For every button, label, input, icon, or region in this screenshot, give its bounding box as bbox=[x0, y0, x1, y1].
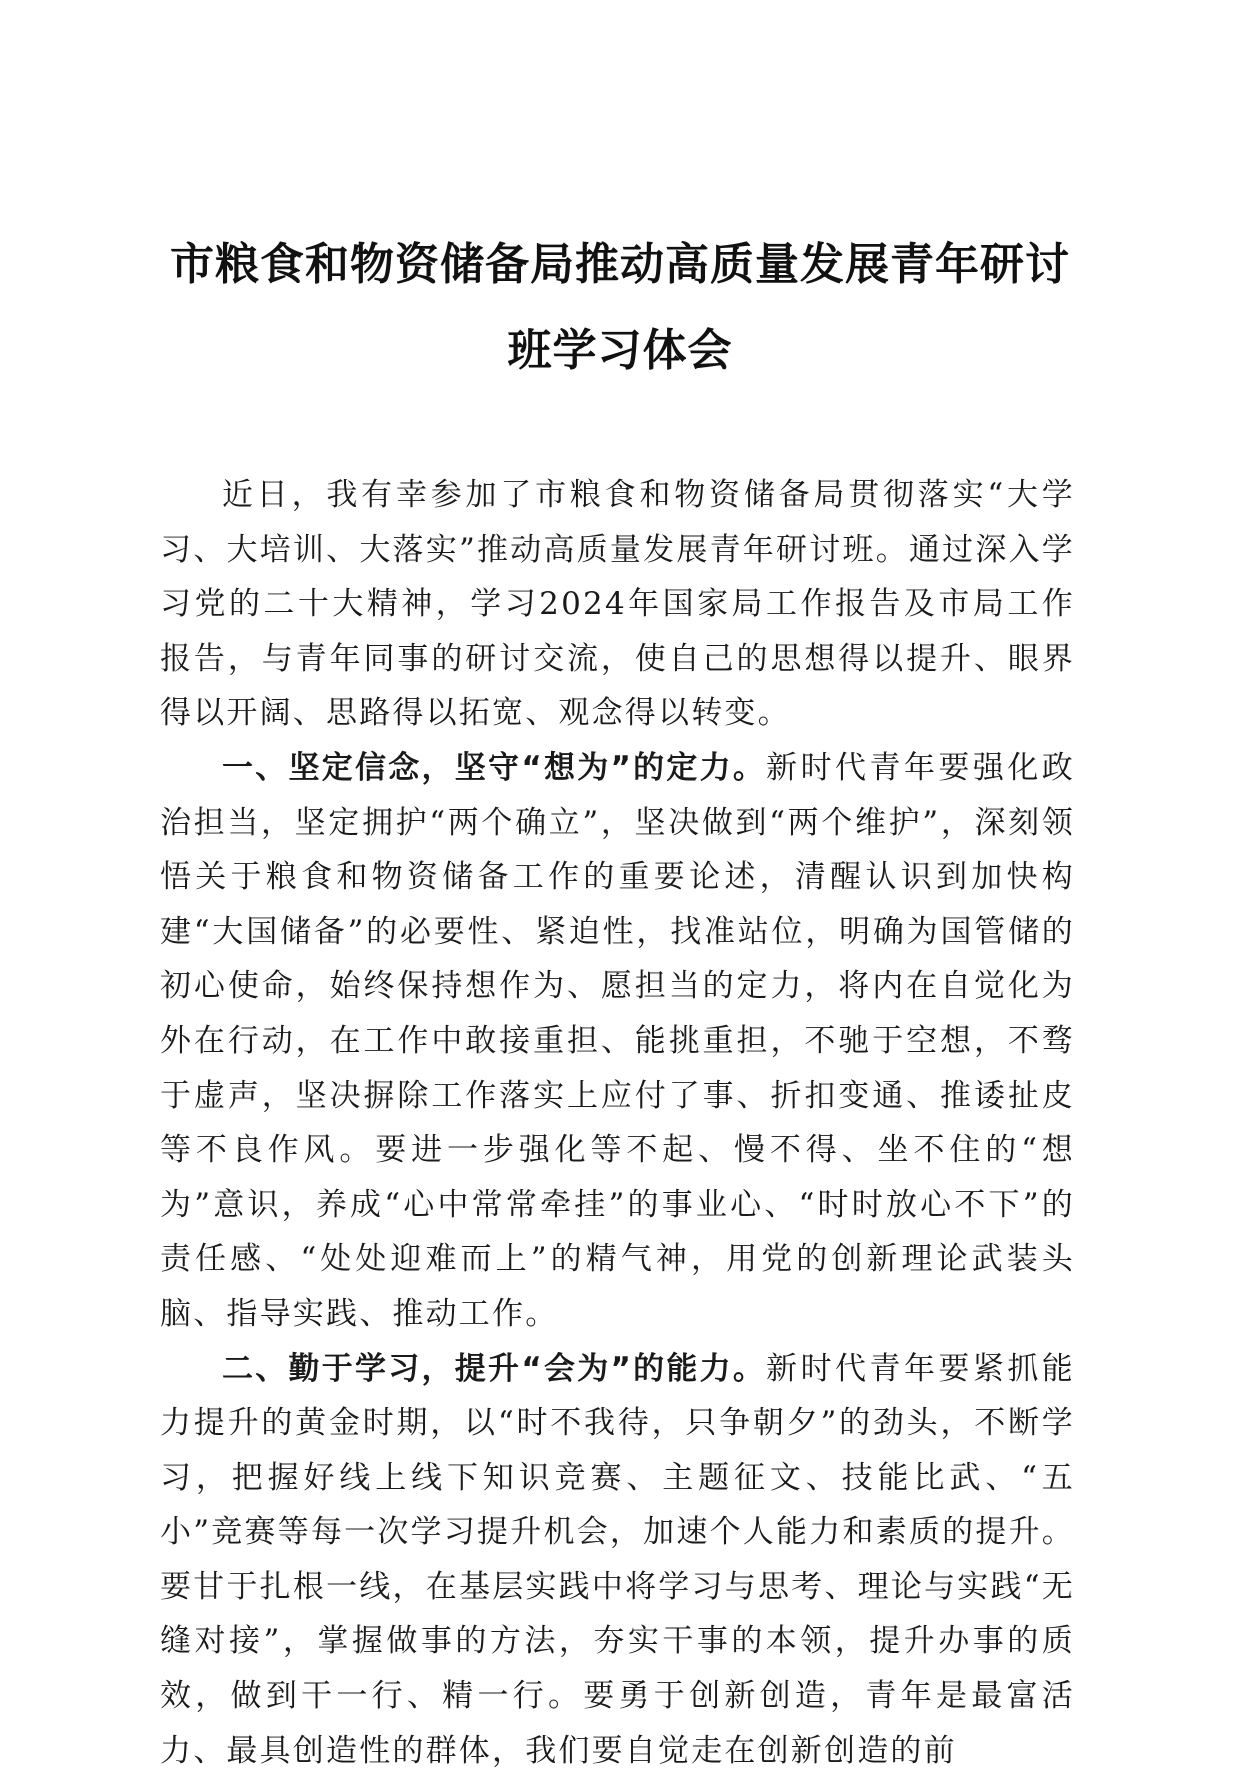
paragraph-intro bbox=[160, 468, 1075, 741]
title-line-2: 班学习体会 bbox=[130, 308, 1110, 394]
paragraph-text: 新时代青年要强化政治担当，坚定拥护“两个确立”，坚决做到“两个维护”，深刻领悟关于粮食和物资储备工作的重要论述，清醒认识到加快构建“大国储备”的必要性、紧迫性，找准站位，明确为国管储的初心使命，始终保持想作为、愿担当的定力，将内在自觉化为外在行动，在工作中敢接重担、能挑重担，不驰于空想，不骛于虚声，坚决摒除工作落实上应付了事、折扣变通、推诿扯皮等不良作风。要进一步强化等不起、慢不得、坐不住的“想为”意识，养成“心中常常牵挂”的事业心、“时时放心不下”的责任感、“处处迎难而上”的精气神，用党的创新理论武装头脑、指导实践、推动工作。 bbox=[160, 750, 1075, 1332]
document-title bbox=[130, 222, 1110, 394]
section-heading: 一、坚定信念，坚守“想为”的定力。 bbox=[222, 750, 766, 786]
document-body bbox=[160, 468, 1075, 1778]
paragraph-section-2 bbox=[160, 1342, 1075, 1778]
title-line-1: 市粮食和物资储备局推动高质量发展青年研讨 bbox=[130, 222, 1110, 308]
paragraph-section-1 bbox=[160, 741, 1075, 1342]
paragraph-text: 近日，我有幸参加了市粮食和物资储备局贯彻落实“大学习、大培训、大落实”推动高质量发展青年研讨班。通过深入学习党的二十大精神，学习2024年国家局工作报告及市局工作报告，与青年同事的研讨交流，使自己的思想得以提升、眼界得以开阔、思路得以拓宽、观念得以转变。 bbox=[160, 477, 1075, 731]
paragraph-text: 新时代青年要紧抓能力提升的黄金时期，以“时不我待，只争朝夕”的劲头，不断学习，把握好线上线下知识竞赛、主题征文、技能比武、“五小”竞赛等每一次学习提升机会，加速个人能力和素质的提升。要甘于扎根一线，在基层实践中将学习与思考、理论与实践“无缝对接”，掌握做事的方法，夯实干事的本领，提升办事的质效，做到干一行、精一行。要勇于创新创造，青年是最富活力、最具创造性的群体，我们要自觉走在创新创造的前 bbox=[160, 1351, 1075, 1769]
section-heading: 二、勤于学习，提升“会为”的能力。 bbox=[222, 1351, 766, 1387]
